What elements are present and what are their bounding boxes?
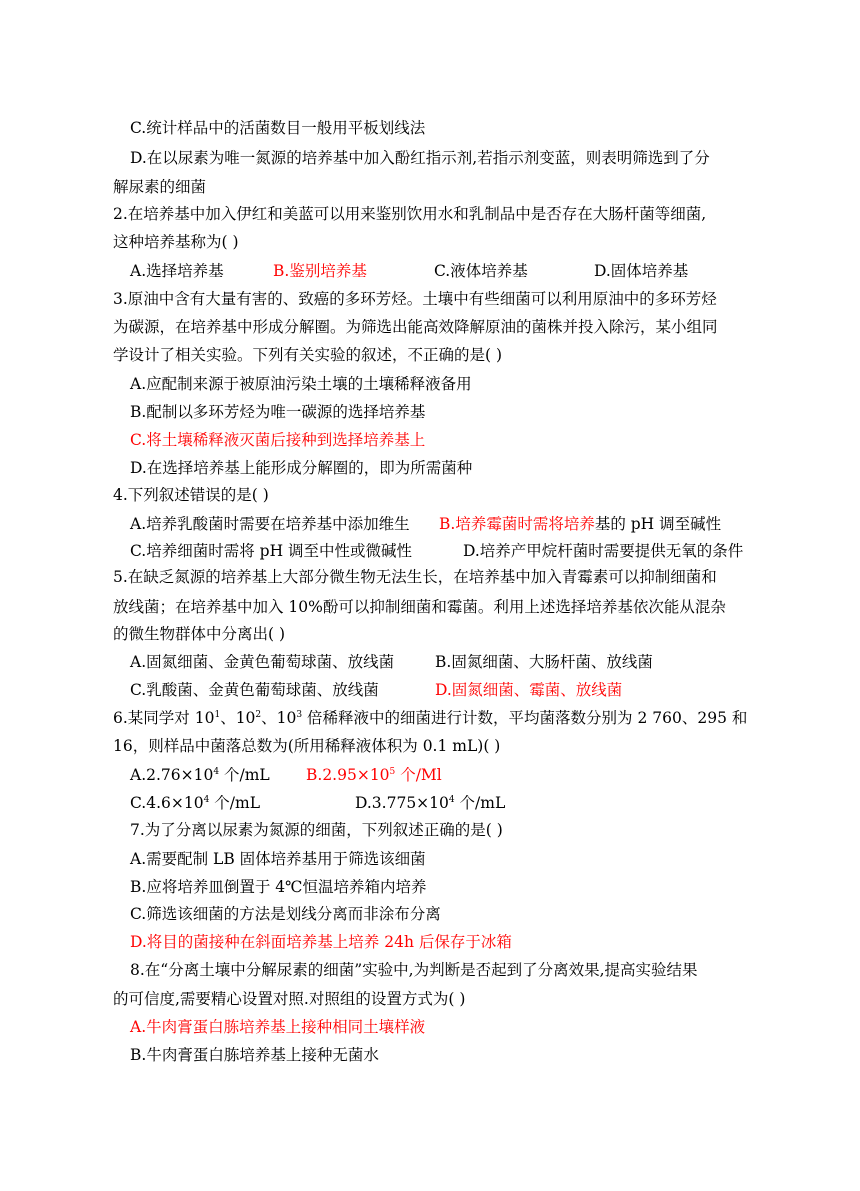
- q8-option-a-answer: A.牛肉膏蛋白胨培养基上接种相同土壤样液: [130, 1018, 426, 1036]
- q7-option-a: A.需要配制 LB 固体培养基用于筛选该细菌: [130, 850, 426, 868]
- q6-option-c-value: C.4.6×10: [130, 794, 204, 812]
- q6-option-a-value: A.2.76×10: [130, 766, 214, 784]
- q6-option-a: [130, 765, 270, 785]
- q5-stem-line1: 5.在缺乏氮源的培养基上大部分微生物无法生长，在培养基中加入青霉素可以抑制细菌和: [113, 568, 717, 586]
- q1-option-c: C.统计样品中的活菌数目一般用平板划线法: [130, 119, 426, 137]
- q4-option-c: C.培养细菌时需将 pH 调至中性或微碱性: [130, 542, 413, 560]
- q3-option-a: A.应配制来源于被原油污染土壤的土壤稀释液备用: [130, 375, 472, 393]
- q6-option-b-exponent: 5: [389, 767, 396, 777]
- q2-stem-line2: 这种培养基称为( ): [113, 233, 239, 251]
- q8-option-b: B.牛肉膏蛋白胨培养基上接种无菌水: [130, 1046, 379, 1064]
- q6-option-a-unit: 个/mL: [219, 766, 270, 784]
- q8-stem-line2: 的可信度,需要精心设置对照.对照组的设置方式为( ): [113, 990, 466, 1008]
- q3-stem-line1: 3.原油中含有大量有害的、致癌的多环芳烃。土壤中有些细菌可以利用原油中的多环芳烃: [113, 290, 717, 308]
- q5-option-d-answer: D.固氮细菌、霉菌、放线菌: [435, 681, 623, 699]
- q4-option-d: D.培养产甲烷杆菌时需要提供无氧的条件: [463, 542, 744, 560]
- q6-exponent-1: 1: [214, 710, 221, 720]
- q8-stem-line1: 8.在“分离土壤中分解尿素的细菌”实验中,为判断是否起到了分离效果,提高实验结果: [130, 961, 698, 979]
- q2-option-d: D.固体培养基: [594, 262, 689, 280]
- q6-option-c-exponent: 4: [203, 795, 210, 805]
- q5-stem-line3: 的微生物群体中分离出( ): [113, 625, 286, 643]
- q6-option-d-exponent: 4: [448, 795, 455, 805]
- q4-option-b-rest: 基的 pH 调至碱性: [594, 515, 722, 533]
- q2-option-c: C.液体培养基: [434, 262, 528, 280]
- q7-option-c: C.筛选该细菌的方法是划线分离而非涂布分离: [130, 905, 441, 923]
- q6-stem-line2: 16，则样品中菌落总数为(所用稀释液体积为 0.1 mL)( ): [113, 737, 501, 755]
- q6-exponent-2: 2: [255, 710, 262, 720]
- q3-stem-line2: 为碳源，在培养基中形成分解圈。为筛选出能高效降解原油的菌株并投入除污，某小组同: [113, 318, 718, 336]
- q6-option-c-unit: 个/mL: [209, 794, 260, 812]
- q6-option-c: [130, 793, 260, 813]
- q5-stem-line2: 放线菌；在培养基中加入 10%酚可以抑制细菌和霉菌。利用上述选择培养基依次能从混杂: [113, 598, 726, 616]
- q4-option-b: [439, 514, 721, 534]
- q1-option-d-line1: D.在以尿素为唯一氮源的培养基中加入酚红指示剂,若指示剂变蓝，则表明筛选到了分: [130, 149, 710, 167]
- q6-exponent-3: 3: [296, 710, 303, 720]
- q6-option-a-exponent: 4: [213, 767, 220, 777]
- q3-option-b: B.配制以多环芳烃为唯一碳源的选择培养基: [130, 403, 426, 421]
- q6-stem-part2: 、10: [220, 709, 256, 727]
- q6-option-b-unit: 个/Ml: [395, 766, 442, 784]
- q6-option-d-unit: 个/mL: [454, 794, 506, 812]
- q4-option-b-answer-part: B.培养霉菌时需将培养: [439, 515, 595, 533]
- q3-option-c-answer: C.将土壤稀释液灭菌后接种到选择培养基上: [130, 431, 426, 449]
- q6-option-b-answer: [306, 765, 442, 785]
- q7-option-d-answer: D.将目的菌接种在斜面培养基上培养 24h 后保存于冰箱: [130, 933, 512, 951]
- q6-stem-part1: 6.某同学对 10: [113, 709, 215, 727]
- q5-option-b: B.固氮细菌、大肠杆菌、放线菌: [435, 653, 653, 671]
- q5-option-a: A.固氮细菌、金黄色葡萄球菌、放线菌: [130, 653, 395, 671]
- q2-stem-line1: 2.在培养基中加入伊红和美蓝可以用来鉴别饮用水和乳制品中是否存在大肠杆菌等细菌,: [113, 205, 707, 223]
- q4-option-a: A.培养乳酸菌时需要在培养基中添加维生: [130, 515, 410, 533]
- q3-stem-line3: 学设计了相关实验。下列有关实验的叙述，不正确的是( ): [113, 346, 503, 364]
- q6-stem-part4: 倍稀释液中的细菌进行计数，平均菌落数分别为 2 760、295 和: [302, 709, 748, 727]
- q2-option-a: A.选择培养基: [130, 262, 224, 280]
- q6-stem-line1: [113, 708, 747, 728]
- q2-option-b-answer: B.鉴别培养基: [273, 262, 367, 280]
- q4-stem: 4.下列叙述错误的是( ): [113, 486, 269, 504]
- q6-option-b-value: B.2.95×10: [306, 766, 390, 784]
- q7-stem: 7.为了分离以尿素为氮源的细菌，下列叙述正确的是( ): [130, 821, 503, 839]
- q6-option-d: [355, 793, 505, 813]
- q5-option-c: C.乳酸菌、金黄色葡萄球菌、放线菌: [130, 681, 379, 699]
- q3-option-d: D.在选择培养基上能形成分解圈的，即为所需菌种: [130, 459, 473, 477]
- q6-option-d-value: D.3.775×10: [355, 794, 449, 812]
- q1-option-d-line2: 解尿素的细菌: [113, 178, 207, 196]
- q6-stem-part3: 、10: [261, 709, 297, 727]
- q7-option-b: B.应将培养皿倒置于 4℃恒温培养箱内培养: [130, 878, 427, 896]
